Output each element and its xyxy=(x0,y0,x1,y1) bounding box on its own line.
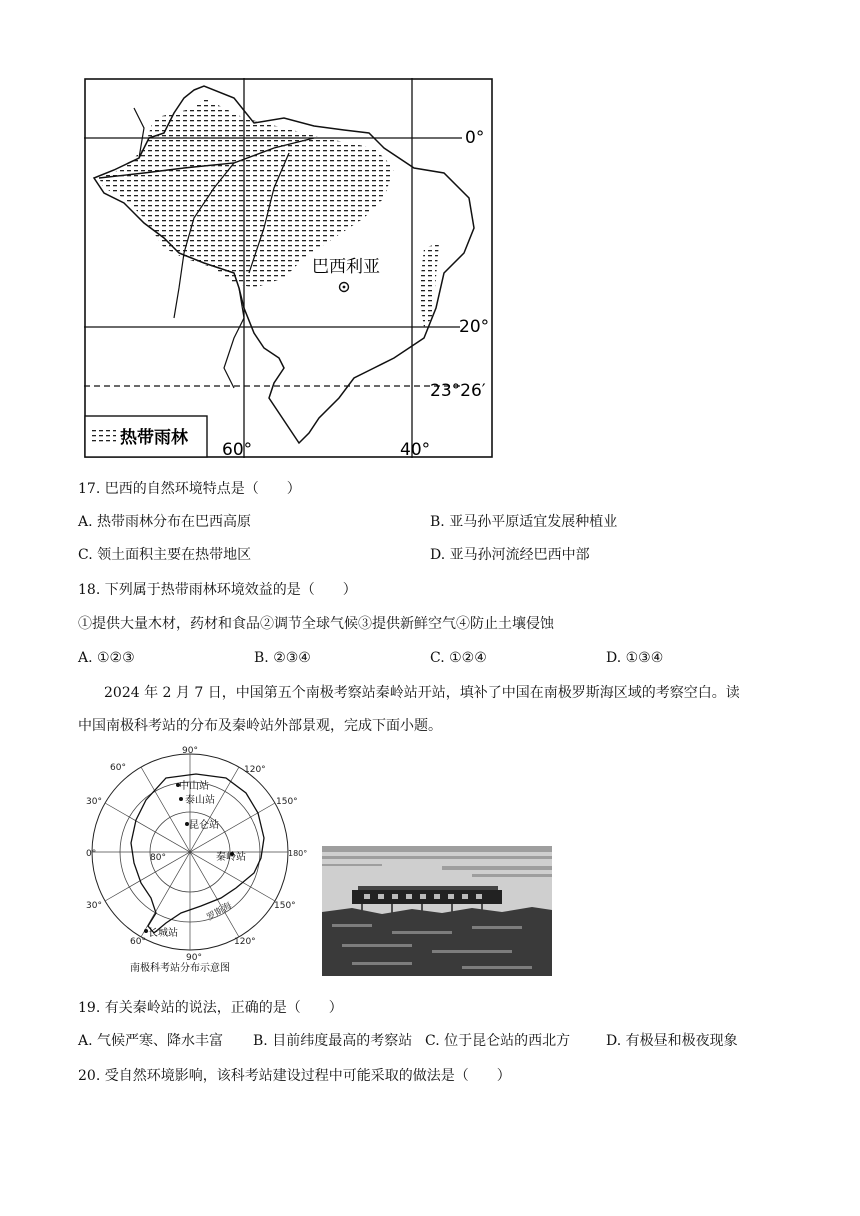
lon-120-top: 120° xyxy=(244,765,266,775)
border-line-2 xyxy=(224,288,244,388)
lon-90-bottom: 90° xyxy=(186,953,202,963)
q17-option-c[interactable]: C. 领土面积主要在热带地区 xyxy=(78,547,252,563)
taishan-marker xyxy=(179,797,183,801)
lon-150-top: 150° xyxy=(276,797,298,807)
legend-swatch xyxy=(92,428,116,444)
lon-40-label: 40° xyxy=(400,440,431,460)
station-kunlun: 昆仑站 xyxy=(189,820,219,831)
lon-30-top: 30° xyxy=(86,797,102,807)
station-qinling: 秦岭站 xyxy=(216,852,246,863)
lon-60-top: 60° xyxy=(110,763,126,773)
q18-statement: ①提供大量木材，药材和食品②调节全球气候③提供新鲜空气④防止土壤侵蚀 xyxy=(78,616,554,632)
station-taishan: 泰山站 xyxy=(185,795,215,806)
lat-20-label: 20° xyxy=(459,317,490,337)
intro-line-2: 中国南极科考站的分布及秦岭站外部景观，完成下面小题。 xyxy=(78,718,442,734)
antarctica-map xyxy=(86,746,308,976)
lon-30-bottom: 30° xyxy=(86,901,102,911)
rocky-ground xyxy=(322,907,552,976)
q19-option-b[interactable]: B. 目前纬度最高的考察站 xyxy=(253,1033,413,1049)
lon-0: 0° xyxy=(86,849,97,859)
lat-tropic-label: 23°26′ xyxy=(430,381,486,401)
lon-90-top: 90° xyxy=(182,746,198,756)
qinling-station-photo xyxy=(322,846,552,976)
lat-80-label: 80° xyxy=(150,853,166,863)
intro-line-1: 2024 年 2 月 7 日，中国第五个南极考察站秦岭站开站，填补了中国在南极罗斯海区域的考察空白。读 xyxy=(104,685,740,701)
q17-stem: 17. 巴西的自然环境特点是（ ） xyxy=(78,481,301,497)
lon-60-bottom: 60° xyxy=(130,937,146,947)
brazil-map xyxy=(84,78,494,460)
coastal-rainforest xyxy=(419,243,439,328)
legend-label: 热带雨林 xyxy=(120,428,188,448)
station-changcheng: 长城站 xyxy=(148,928,178,939)
station-zhongshan: 中山站 xyxy=(179,781,209,792)
q18-option-c[interactable]: C. ①②④ xyxy=(430,650,487,666)
q20-stem: 20. 受自然环境影响，该科考站建设过程中可能采取的做法是（ ） xyxy=(78,1068,511,1084)
lon-120-bottom: 120° xyxy=(234,937,256,947)
q17-option-b[interactable]: B. 亚马孙平原适宜发展种植业 xyxy=(430,514,618,530)
lon-150-bottom: 150° xyxy=(274,901,296,911)
q19-stem: 19. 有关秦岭站的说法，正确的是（ ） xyxy=(78,1000,343,1016)
q17-option-d[interactable]: D. 亚马孙河流经巴西中部 xyxy=(430,547,590,563)
lon-60-label: 60° xyxy=(222,440,253,460)
q19-option-a[interactable]: A. 气候严寒、降水丰富 xyxy=(78,1033,224,1049)
map2-caption: 南极科考站分布示意图 xyxy=(130,963,230,974)
q18-option-d[interactable]: D. ①③④ xyxy=(606,650,664,666)
q18-option-b[interactable]: B. ②③④ xyxy=(254,650,311,666)
q18-option-a[interactable]: A. ①②③ xyxy=(78,650,135,666)
q17-option-a[interactable]: A. 热带雨林分布在巴西高原 xyxy=(78,514,252,530)
q18-stem: 18. 下列属于热带雨林环境效益的是（ ） xyxy=(78,582,357,598)
lat-0-label: 0° xyxy=(465,128,485,148)
lon-180: 180° xyxy=(288,849,308,858)
capital-label: 巴西利亚 xyxy=(312,257,380,277)
q19-option-c[interactable]: C. 位于昆仑站的西北方 xyxy=(425,1033,571,1049)
q19-option-d[interactable]: D. 有极昼和极夜现象 xyxy=(606,1033,738,1049)
sea-label: 罗斯海 xyxy=(205,901,234,924)
